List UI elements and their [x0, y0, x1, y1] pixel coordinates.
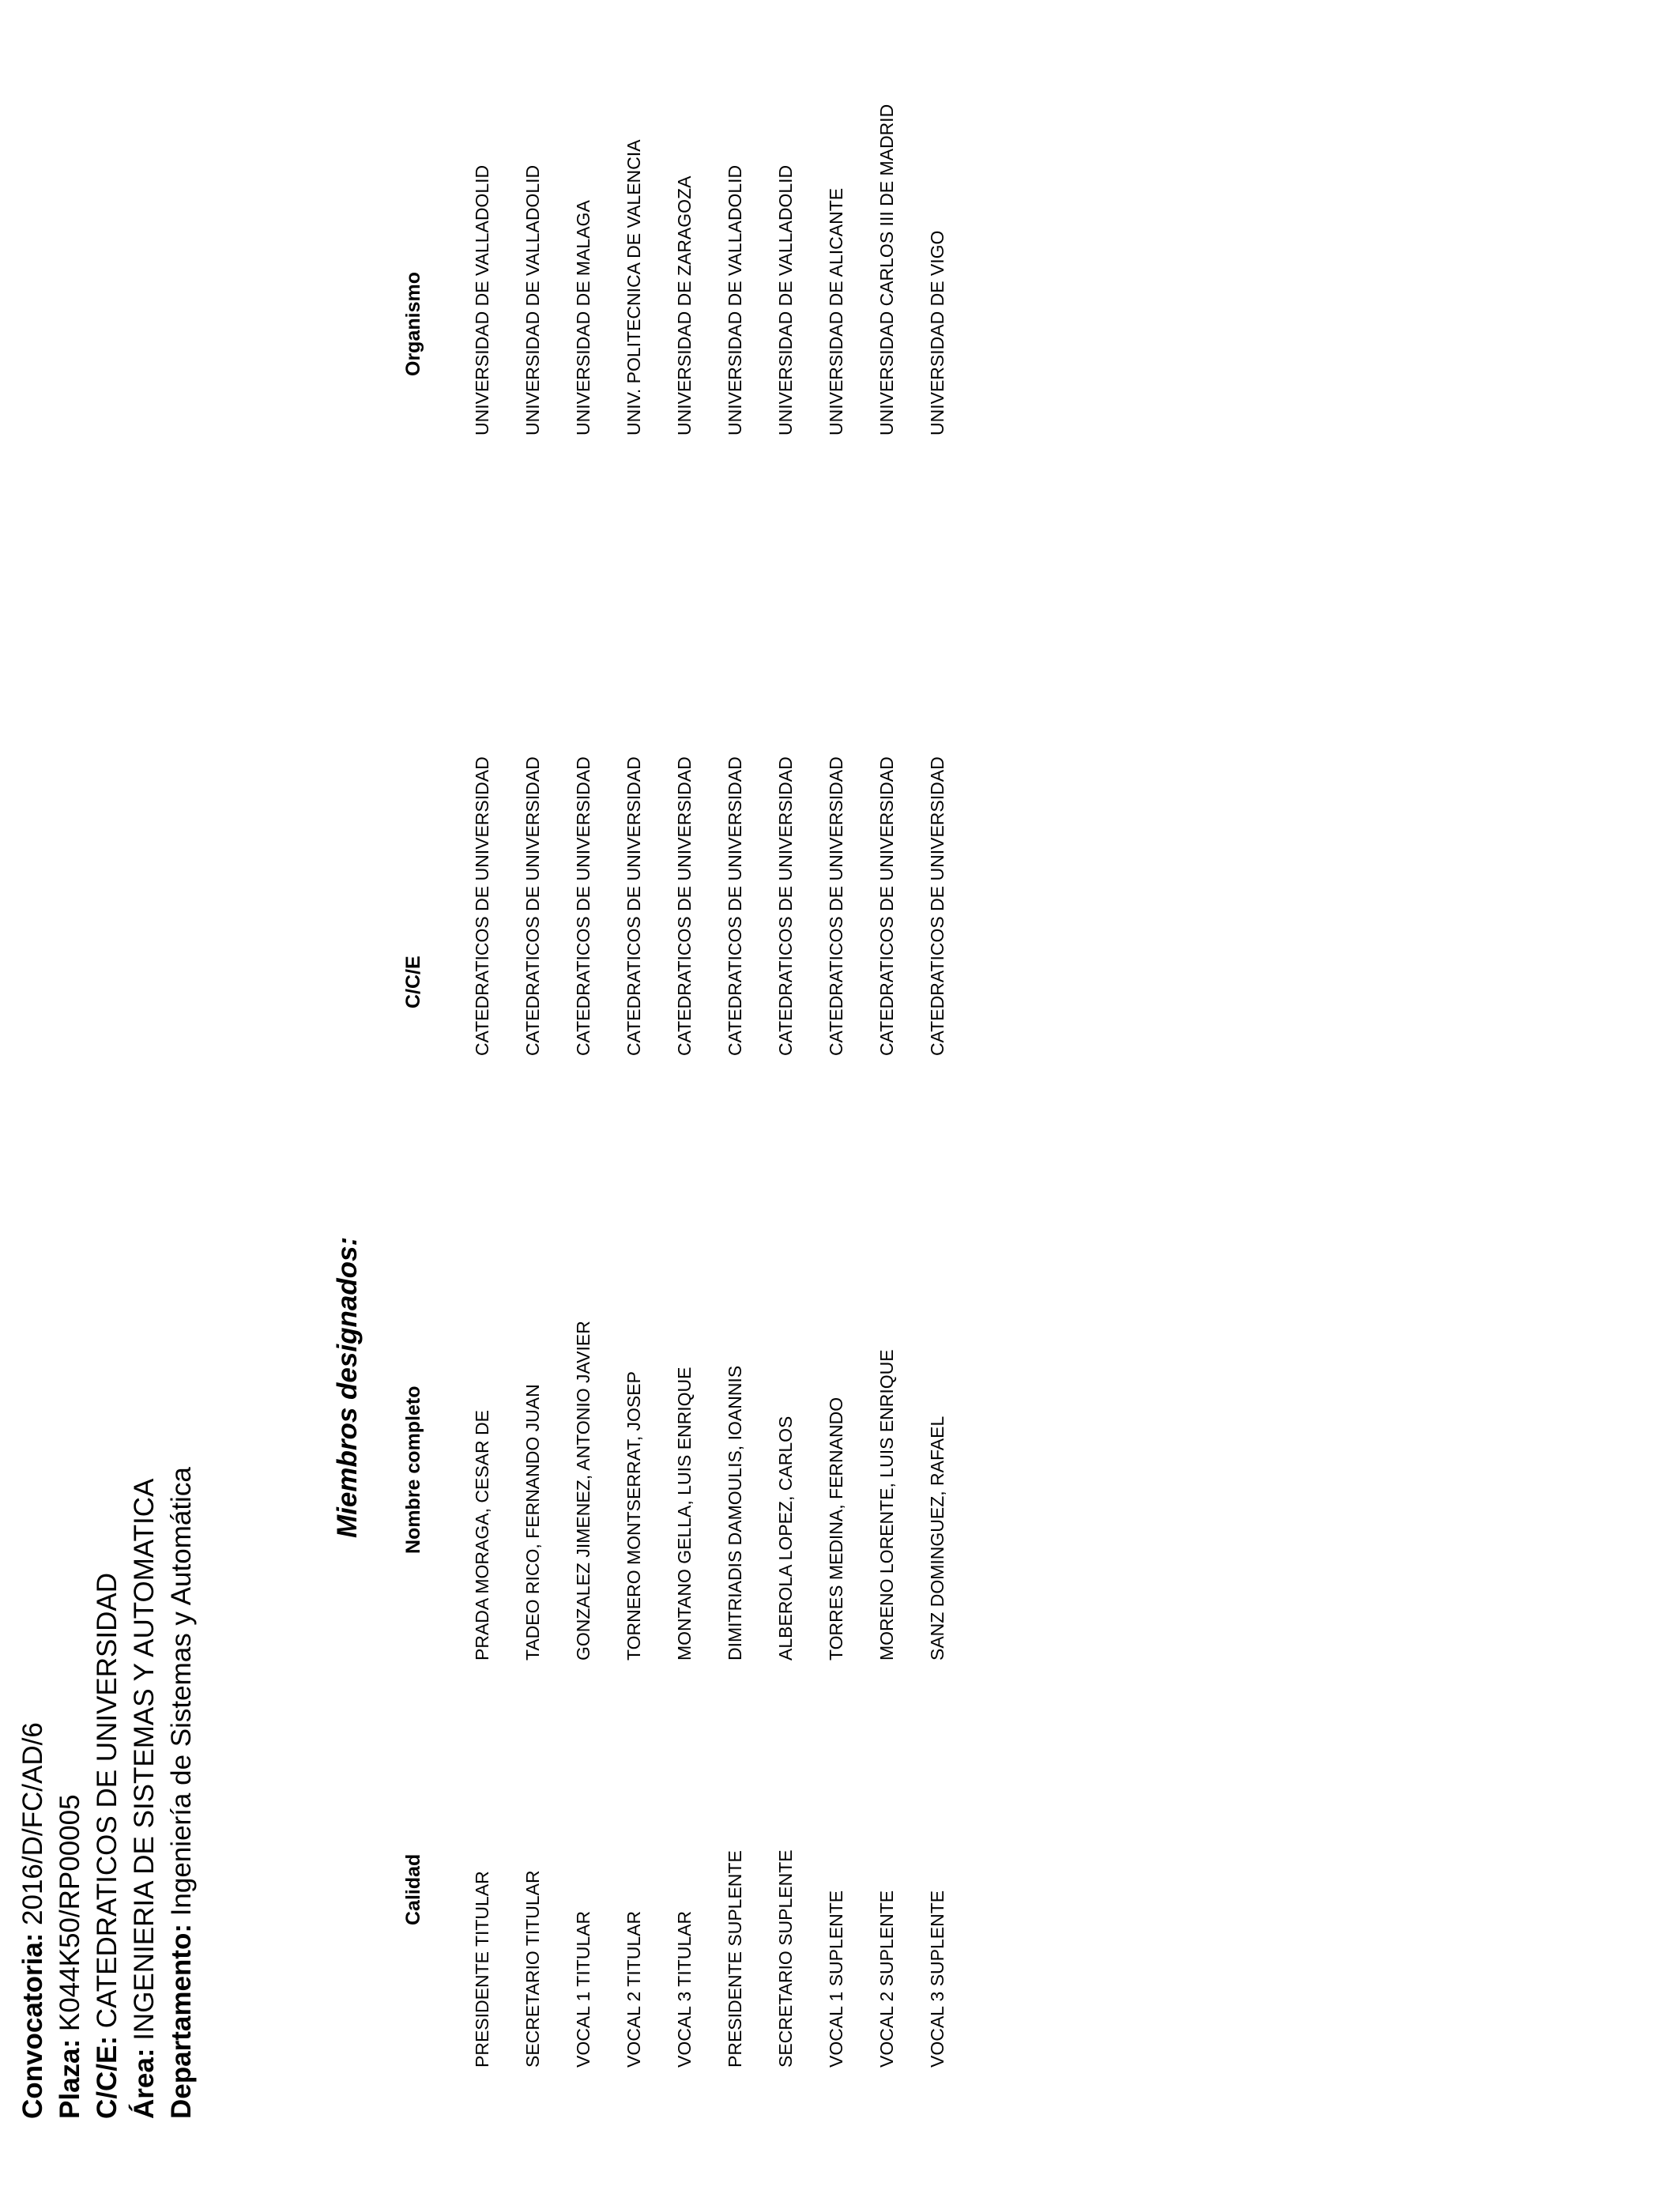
cell-nombre: TORNERO MONTSERRAT, JOSEP [623, 1371, 644, 1661]
area-label: Área: [129, 2048, 160, 2119]
column-header-organismo: Organismo [402, 272, 424, 376]
cell-nombre: ALBEROLA LOPEZ, CARLOS [775, 1416, 796, 1661]
area-line [126, 1467, 163, 2119]
section-title: Miembros designados: [332, 1236, 363, 1538]
departamento-value: Ingeniería de Sistemas y Automática [166, 1467, 197, 1924]
members-table [470, 0, 976, 2194]
cell-organismo: UNIVERSIDAD DE MALAGA [573, 200, 593, 435]
cell-calidad: VOCAL 1 TITULAR [573, 1910, 593, 2068]
area-value: INGENIERIA DE SISTEMAS Y AUTOMATICA [129, 1478, 160, 2049]
departamento-label: Departamento: [166, 1924, 197, 2119]
cell-nombre: MONTANO GELLA, LUIS ENRIQUE [674, 1367, 695, 1661]
cell-nombre: DIMITRIADIS DAMOULIS, IOANNIS [725, 1365, 745, 1661]
cce-value: CATEDRATICOS DE UNIVERSIDAD [92, 1573, 122, 2036]
table-row [875, 0, 925, 2194]
convocatoria-line [14, 1467, 51, 2119]
cce-label: C/C/E: [92, 2036, 122, 2119]
table-row [824, 0, 875, 2194]
cell-calidad: VOCAL 3 SUPLENTE [927, 1890, 947, 2068]
cell-cce: CATEDRATICOS DE UNIVERSIDAD [623, 756, 644, 1056]
cell-cce: CATEDRATICOS DE UNIVERSIDAD [725, 756, 745, 1056]
cell-organismo: UNIVERSIDAD DE VALLADOLID [472, 164, 492, 435]
cell-organismo: UNIVERSIDAD DE VIGO [927, 230, 947, 435]
cell-organismo: UNIVERSIDAD DE ALICANTE [826, 187, 846, 435]
cell-cce: CATEDRATICOS DE UNIVERSIDAD [876, 756, 897, 1056]
table-row [925, 0, 976, 2194]
table-row [672, 0, 723, 2194]
convocatoria-label: Convocatoria: [17, 1932, 48, 2119]
cell-organismo: UNIVERSIDAD DE VALLADOLID [775, 164, 796, 435]
table-row [521, 0, 571, 2194]
table-row [470, 0, 521, 2194]
convocatoria-value: 2016/D/FC/AD/6 [17, 1722, 48, 1933]
cell-calidad: VOCAL 3 TITULAR [674, 1910, 695, 2068]
cell-nombre: PRADA MORAGA, CESAR DE [472, 1410, 492, 1661]
cell-nombre: TORRES MEDINA, FERNANDO [826, 1397, 846, 1661]
cell-nombre: GONZALEZ JIMENEZ, ANTONIO JAVIER [573, 1321, 593, 1661]
plaza-label: Plaza: [55, 2038, 85, 2119]
table-row [622, 0, 672, 2194]
cce-line [89, 1467, 126, 2119]
column-header-cce: C/C/E [402, 956, 424, 1008]
cell-calidad: PRESIDENTE SUPLENTE [725, 1850, 745, 2068]
cell-organismo: UNIVERSIDAD CARLOS III DE MADRID [876, 104, 897, 435]
cell-cce: CATEDRATICOS DE UNIVERSIDAD [775, 756, 796, 1056]
cell-organismo: UNIVERSIDAD DE VALLADOLID [725, 164, 745, 435]
cell-organismo: UNIV. POLITECNICA DE VALENCIA [623, 139, 644, 435]
cell-nombre: TADEO RICO, FERNANDO JUAN [522, 1384, 543, 1661]
column-header-nombre: Nombre completo [402, 1385, 424, 1554]
cell-nombre: SANZ DOMINGUEZ, RAFAEL [927, 1416, 947, 1661]
cell-calidad: VOCAL 1 SUPLENTE [826, 1890, 846, 2068]
table-row [774, 0, 824, 2194]
cell-organismo: UNIVERSIDAD DE ZARAGOZA [674, 175, 695, 435]
cell-calidad: SECRETARIO SUPLENTE [775, 1849, 796, 2068]
table-row [571, 0, 622, 2194]
cell-nombre: MORENO LORENTE, LUIS ENRIQUE [876, 1349, 897, 1661]
departamento-line [163, 1467, 200, 2119]
cell-cce: CATEDRATICOS DE UNIVERSIDAD [826, 756, 846, 1056]
cell-cce: CATEDRATICOS DE UNIVERSIDAD [522, 756, 543, 1056]
document-header [14, 1467, 200, 2119]
cell-calidad: SECRETARIO TITULAR [522, 1870, 543, 2068]
cell-cce: CATEDRATICOS DE UNIVERSIDAD [573, 756, 593, 1056]
cell-cce: CATEDRATICOS DE UNIVERSIDAD [674, 756, 695, 1056]
cell-calidad: PRESIDENTE TITULAR [472, 1871, 492, 2068]
table-row [723, 0, 774, 2194]
column-header-calidad: Calidad [402, 1853, 424, 1925]
cell-cce: CATEDRATICOS DE UNIVERSIDAD [472, 756, 492, 1056]
cell-calidad: VOCAL 2 SUPLENTE [876, 1890, 897, 2068]
cell-calidad: VOCAL 2 TITULAR [623, 1910, 644, 2068]
cell-cce: CATEDRATICOS DE UNIVERSIDAD [927, 756, 947, 1056]
plaza-line [51, 1467, 89, 2119]
cell-organismo: UNIVERSIDAD DE VALLADOLID [522, 164, 543, 435]
plaza-value: K044K50/RP00005 [55, 1794, 85, 2039]
